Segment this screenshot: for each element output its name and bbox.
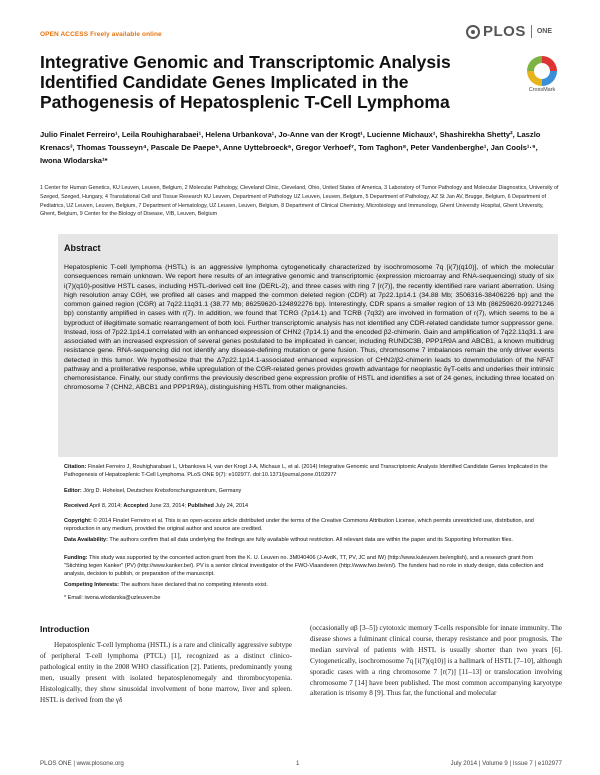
email: * Email: iwona.wlodarska@uzleuven.be: [64, 595, 161, 601]
funding-text: This study was supported by the concerted action grant from the K. U. Leuven no. 3M040406 (J-AvdK, TT, PV, JC and IW) (http://www.kuleuven.be/english), and a research grant from "Stichting tegen Kanker" (PV) (http://www.kanker.be/). PV is a senior clinical investigator of the FWO-Vlaanderen (http://www.fwo.be/en/). The funders had no role in study design, data collection and analysis, decision to publish, or preparation of the manuscript.: [64, 555, 544, 577]
editor-text: Jörg D. Hoheisel, Deutsches Krebsforschungszentrum, Germany: [83, 488, 242, 494]
affiliations: 1 Center for Human Genetics, KU Leuven, Leuven, Belgium, 2 Molecular Pathology, Cleveland Clinic, Cleveland, Ohio, United States of America, 3 Laboratory of Tumor Pathology and Molecular Diagnostics, University of Szeged, Szeged, Hungary, 4 Translational Cell and Tissue Research KU Leuven, Department of Pathology UZ Leuven, Leuven, Belgium, 5 Department of Pathology, AZ St Jan AV, Brugge, Belgium, 6 Department of Pediatrics, UZ Leuven, Leuven, Belgium, 7 Department of Hematology, UZ Leuven, Leuven, Belgium, 8 Department of Clinical Chemistry, Microbiology and Immunology, Ghent University Hospital, Ghent University, Ghent, Belgium, 9 Center for the Biology of Disease, VIB, Leuven, Belgium: [40, 185, 559, 218]
body-paragraph: Hepatosplenic T-cell lymphoma (HSTL) is a rare and clinically aggressive subtype of peripheral T-cell lymphoma (PTCL) [1], recognized as a distinct clinico-pathological entity in the 2008 WHO classification [2]. Patients, predominantly young men, usually present with isolated hepatosplenomegaly and thrombocytopenia. Histologically, they show sinusoidal involvement of bone marrow, liver and spleen. HSTL is derived from the γδ: [40, 641, 292, 704]
open-access-banner: OPEN ACCESS Freely available online: [40, 31, 162, 38]
article-title: Integrative Genomic and Transcriptomic Analysis Identified Candidate Genes Implicated in the Pathogenesis of Hepatosplenic T-Cell Lymphoma: [40, 52, 451, 112]
footer-issue: July 2014 | Volume 9 | Issue 7 | e102977: [450, 760, 562, 767]
copyright: [64, 517, 554, 533]
accepted-label: Accepted: [123, 503, 149, 509]
footer-journal: PLOS ONE | www.plosone.org: [40, 760, 124, 767]
editor-label: Editor:: [64, 488, 82, 494]
logo-separator: [531, 25, 532, 38]
crossmark-badge[interactable]: [522, 56, 562, 93]
received-label: Received: [64, 503, 89, 509]
funding-label: Funding:: [64, 555, 88, 561]
author-list: Julio Finalet Ferreiro¹, Leila Rouhigharabaei¹, Helena Urbankova¹, Jo-Anne van der Krogt¹, Lucienne Michaux¹, Shashirekha Shetty², Laszlo Krenacs³, Thomas Tousseyn⁴, Pascale De Paepe⁵, Anne Uyttebroeck⁶, Gregor Verhoef⁷, Tom Taghon⁸, Peter Vandenberghe¹, Jan Cools¹·⁹, Iwona Wlodarska¹*: [40, 130, 541, 166]
citation-label: Citation:: [64, 464, 87, 470]
crossmark-icon: [527, 56, 557, 86]
plos-logo-sub: ONE: [536, 28, 553, 35]
plos-mark-icon: [466, 25, 480, 39]
citation-text: Finalet Ferreiro J, Rouhigharabaei L, Urbankova H, van der Krogt J-A, Michaux L, et al. (2014) Integrative Genomic and Transcriptomic Analysis Identified Candidate Genes Implicated in the Pathogenesis of Hepatosplenic T-Cell Lymphoma. PLoS ONE 9(7): e102977. doi:10.1371/journal.pone.0102977: [64, 464, 548, 478]
accepted-date: June 23, 2014;: [149, 503, 187, 509]
published-date: July 24, 2014: [215, 503, 249, 509]
editor: [64, 487, 554, 495]
section-heading-introduction: Introduction: [40, 624, 90, 634]
crossmark-label: CrossMark: [528, 87, 556, 93]
published-label: Published: [187, 503, 214, 509]
plos-logo-text: PLOS: [483, 23, 526, 40]
received-date: April 8, 2014;: [89, 503, 122, 509]
abstract-text: Hepatosplenic T-cell lymphoma (HSTL) is an aggressive lymphoma cytogenetically characterized by isochromosome 7q [i(7)(q10)], of which the molecular consequences remain unknown. We report here results of an integrative genomic and transcriptomic (expression microarray and RNA-sequencing) study of six i(7)(q10)-positive HSTL cases, including HSTL-derived cell line (DERL-2), and three cases with ring 7 [r(7)], the recently identified rare variant aberration. Using high resolution array CGH, we profiled all cases and mapped the common deleted region (CDR) at 7p22.1p14.1 (34.88 Mb; 3506316-38406226 bp) and the common gained region (CGR) at 7q22.11q31.1 (38.77 Mb; 86259620-124892276 bp). Interestingly, CDR spans a smaller region of 13 Mb (86259620-99271246 bp) constantly amplified in cases with r(7). In addition, we found that TCRG (7p14.1) and TCRB (7q32) are involved in formation of r(7), which seems to be a byproduct of illegitimate somatic rearrangement of both loci. Further transcriptomic analysis has not identified any CDR-related candidate tumor suppressor gene. Instead, loss of 7p22.1p14.1 correlated with an enhanced expression of CHN2 (7p14.1) and the encoded β2-chimerin. Gain and amplification of 7q22.11q31.1 are associated with an increased expression of several genes postulated to be implicated in cancer, including RUNDC3B, PPP1R9A and ABCB1, a known multidrug resistance gene. RNA-sequencing did not identify any disease-defining mutation or gene fusion. Thus, chromosome 7 imbalances remain the only driver events detected in this tumor. We hypothesize that the Δ7p22.1p14.1-associated enhanced expression of CHN2/β2-chimerin leads to downmodulation of the NFAT pathway and a proliferative response, while upregulation of the CGR-related genes provides growth advantage for neoplastic δγT-cells and underlies their intrinsic chemoresistance. Finally, our study confirms the previously described gene expression profile of HSTL and identifies a set of 24 genes, including three located on chromosome 7 (CHN2, ABCB1 and PPP1R9A), distinguishing HSTL from other malignancies.: [64, 264, 554, 392]
copyright-text: © 2014 Finalet Ferreiro et al. This is an open-access article distributed under the terms of the Creative Commons Attribution License, which permits unrestricted use, distribution, and reproduction in any medium, provided the original author and source are credited.: [64, 518, 534, 532]
competing-text: The authors have declared that no competing interests exist.: [120, 582, 268, 588]
funding: [64, 554, 554, 578]
data-availability-text: The authors confirm that all data underlying the findings are fully available without restriction. All relevant data are within the paper and its Supporting Information files.: [109, 537, 513, 543]
data-availability-label: Data Availability:: [64, 537, 108, 543]
footer-page-number: 1: [296, 760, 300, 767]
competing-interests: [64, 581, 554, 589]
body-column-left: [40, 640, 292, 705]
competing-label: Competing Interests:: [64, 582, 120, 588]
dates: [64, 502, 554, 510]
data-availability: [64, 536, 554, 544]
copyright-label: Copyright:: [64, 518, 92, 524]
plos-logo: [466, 23, 552, 40]
body-column-right: (occasionally αβ [3–5]) cytotoxic memory T-cells responsible for innate immunity. The disease shows a fulminant clinical course, therapy resistance and poor prognosis. The median survival of patients with HSTL is usually shorter than two years [6]. Cytogenetically, isochromosome 7q [i(7)(q10)] is a hallmark of HSTL [7–10], although sporadic cases with a ring chromosome 7 [r(7)] [11–13] or translocation involving chromosome 7 [14] have been published. The most common accompanying karyotype alteration is trisomy 8 [9]. Thus far, the functional and molecular: [310, 624, 562, 698]
abstract-heading: Abstract: [64, 243, 101, 253]
citation: [64, 463, 554, 479]
